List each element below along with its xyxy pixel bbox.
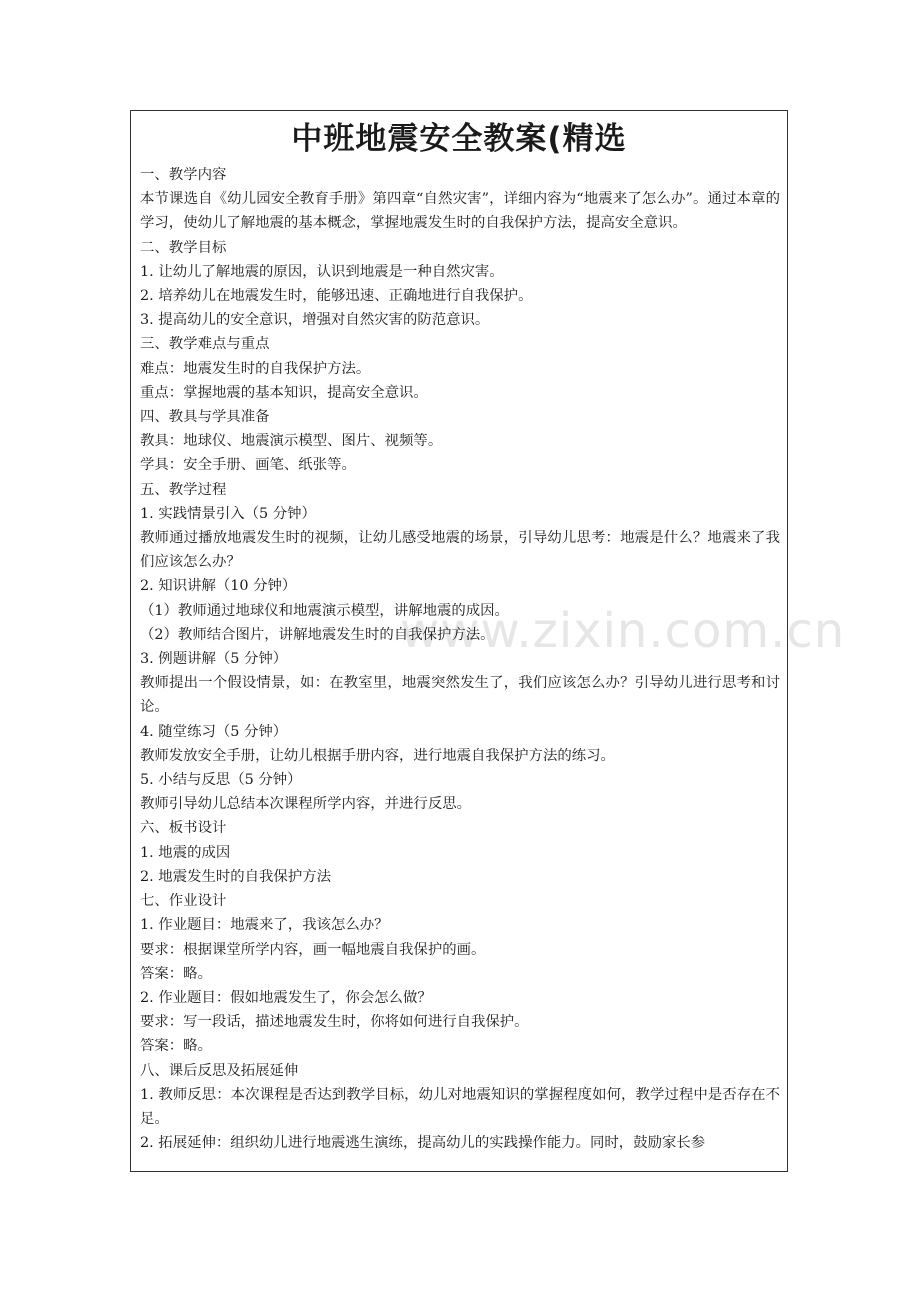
body-line: 学具：安全手册、画笔、纸张等。 (140, 457, 356, 474)
body-line: 答案：略。 (140, 965, 212, 982)
body-line: 答案：略。 (140, 1038, 212, 1055)
body-line: 难点：地震发生时的自我保护方法。 (140, 360, 371, 377)
body-line: （2）教师结合图片，讲解地震发生时的自我保护方法。 (140, 626, 495, 643)
body-line: 1. 地震的成因 (140, 844, 231, 861)
body-line: 本节课选自《幼儿园安全教育手册》第四章“自然灾害”，详细内容为“地震来了怎么办”。通过本章的学习，使幼儿了解地震的基本概念，掌握地震发生时的自我保护方法，提高安全意识。 (140, 191, 780, 232)
watermark: www.zixin.com.cn (400, 603, 846, 659)
body-line: 重点：掌握地震的基本知识，提高安全意识。 (140, 384, 428, 401)
body-line: 2. 地震发生时的自我保护方法 (140, 868, 331, 885)
body-line: 一、教学内容 (140, 167, 227, 183)
body-line: 1. 教师反思：本次课程是否达到教学目标，幼儿对地震知识的掌握程度如何，教学过程中是否存在不足。 (140, 1086, 780, 1127)
body-line: 六、板书设计 (140, 820, 227, 837)
body-line: 教具：地球仪、地震演示模型、图片、视频等。 (140, 433, 443, 450)
body-line: 3. 提高幼儿的安全意识，增强对自然灾害的防范意识。 (140, 312, 490, 329)
body-line: 五、教学过程 (140, 481, 227, 498)
body-line: 2. 作业题目：假如地震发生了，你会怎么做？ (140, 989, 432, 1006)
body-line: 三、教学难点与重点 (140, 336, 270, 353)
body-line: 八、课后反思及拓展延伸 (140, 1062, 299, 1079)
body-line: （1）教师通过地球仪和地震演示模型，讲解地震的成因。 (140, 602, 509, 619)
document-frame (130, 110, 788, 1172)
body-line: 1. 让幼儿了解地震的原因，认识到地震是一种自然灾害。 (140, 263, 504, 280)
document-body (131, 163, 787, 1155)
body-line: 四、教具与学具准备 (140, 409, 270, 426)
body-line: 3. 例题讲解（5 分钟） (140, 651, 288, 668)
body-line: 1. 实践情景引入（5 分钟） (140, 505, 316, 522)
body-line: 2. 拓展延伸：组织幼儿进行地震逃生演练，提高幼儿的实践操作能力。同时，鼓励家长参 (140, 1135, 706, 1152)
body-line: 要求：写一段话，描述地震发生时，你将如何进行自我保护。 (140, 1014, 529, 1031)
body-line: 要求：根据课堂所学内容，画一幅地震自我保护的画。 (140, 941, 486, 958)
body-line: 5. 小结与反思（5 分钟） (140, 772, 302, 789)
body-line: 教师发放安全手册，让幼儿根据手册内容，进行地震自我保护方法的练习。 (140, 747, 615, 764)
body-line: 教师提出一个假设情景，如：在教室里，地震突然发生了，我们应该怎么办？引导幼儿进行思考和讨论。 (140, 675, 780, 716)
document-title: 中班地震安全教案(精选 (291, 121, 627, 157)
body-line: 教师引导幼儿总结本次课程所学内容，并进行反思。 (140, 796, 471, 813)
body-line: 教师通过播放地震发生时的视频，让幼儿感受地震的场景，引导幼儿思考：地震是什么？地震来了我们应该怎么办？ (140, 530, 780, 571)
body-line: 1. 作业题目：地震来了，我该怎么办？ (140, 917, 389, 934)
body-line: 2. 培养幼儿在地震发生时，能够迅速、正确地进行自我保护。 (140, 288, 533, 305)
body-line: 二、教学目标 (140, 239, 227, 256)
body-line: 七、作业设计 (140, 893, 227, 910)
body-line: 4. 随堂练习（5 分钟） (140, 723, 288, 740)
body-line: 2. 知识讲解（10 分钟） (140, 578, 297, 595)
